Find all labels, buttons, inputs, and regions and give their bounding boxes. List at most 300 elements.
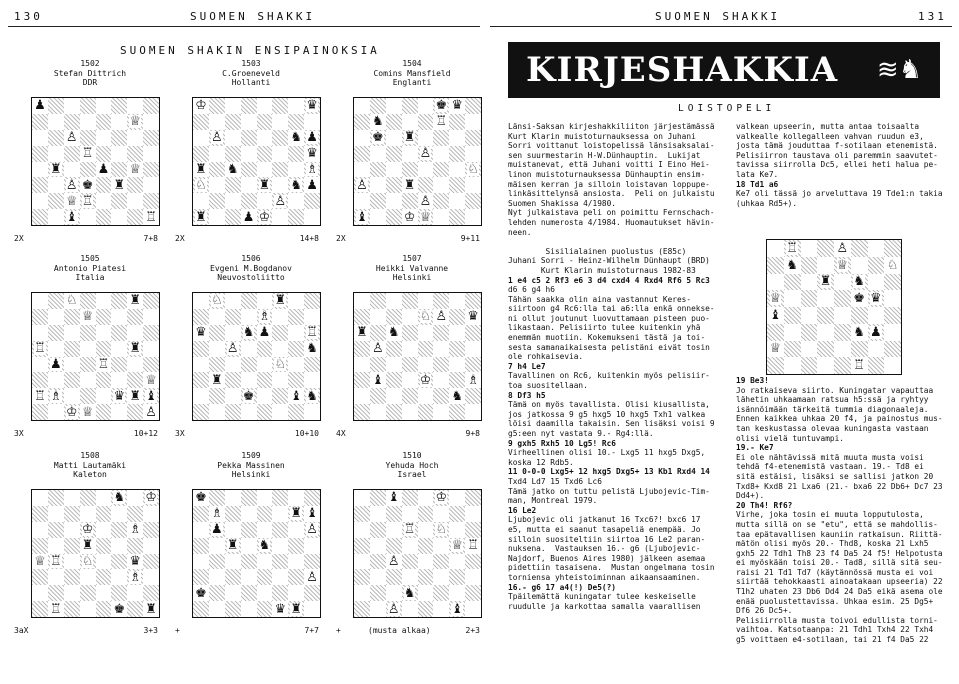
board-square	[465, 357, 481, 373]
board-square	[143, 601, 159, 617]
board-square	[48, 388, 64, 404]
board-square	[465, 146, 481, 162]
article-column-2-top	[736, 122, 943, 208]
chess-piece-icon: ♟	[34, 98, 46, 114]
board-square	[193, 585, 209, 601]
text-line: Tpäilemättä kuningatar tulee keskeiselle	[508, 592, 696, 602]
board-square	[386, 177, 402, 193]
board-square	[370, 506, 386, 522]
board-square	[834, 307, 851, 324]
board-square	[96, 98, 112, 114]
board-square	[433, 309, 449, 325]
chess-piece-icon: ♕	[419, 209, 432, 225]
board-square	[288, 114, 304, 130]
board-square	[801, 307, 818, 324]
board-square	[241, 388, 257, 404]
board-square	[386, 388, 402, 404]
board-square	[402, 538, 418, 554]
problem-num: 1508	[80, 451, 100, 460]
board-square	[767, 240, 784, 257]
board-square	[96, 538, 112, 554]
board-square	[96, 388, 112, 404]
board-square	[48, 357, 64, 373]
board-square	[143, 309, 159, 325]
board-square	[225, 325, 241, 341]
board-square	[449, 554, 465, 570]
board-square	[834, 324, 851, 341]
board-square	[851, 240, 868, 257]
board-square	[241, 130, 257, 146]
text-line	[508, 237, 715, 247]
chess-piece-icon: ♟	[242, 209, 255, 225]
board-square	[386, 372, 402, 388]
board-square	[288, 506, 304, 522]
board-square	[257, 293, 273, 309]
chess-piece-icon: ♝	[387, 490, 400, 506]
board-square	[111, 177, 127, 193]
board-square	[127, 601, 143, 617]
board-square	[465, 177, 481, 193]
board-square	[433, 193, 449, 209]
chess-piece-icon: ♕	[65, 193, 78, 209]
board-square	[801, 357, 818, 374]
board-square	[433, 130, 449, 146]
piece-count: 7+7	[304, 626, 319, 635]
board-square	[418, 554, 434, 570]
chess-piece-icon: ♙	[226, 341, 239, 357]
board-square	[111, 506, 127, 522]
board-square	[433, 293, 449, 309]
board-square	[143, 193, 159, 209]
board-square	[225, 357, 241, 373]
board-square	[96, 114, 112, 130]
board-square	[64, 490, 80, 506]
board-square	[32, 404, 48, 420]
board-square	[817, 357, 834, 374]
text-line: mäisen kerran ja silloin loistavan loppupe-	[508, 179, 710, 189]
board-square	[32, 585, 48, 601]
board-square	[64, 177, 80, 193]
chess-piece-icon: ♙	[419, 193, 432, 209]
board-square	[32, 341, 48, 357]
board-square	[193, 601, 209, 617]
board-square	[32, 98, 48, 114]
board-square	[225, 601, 241, 617]
board-square	[288, 209, 304, 225]
text-line: linkäsittelynsä ansiosta. Peli on julkaistu	[508, 189, 715, 199]
board-square	[143, 522, 159, 538]
chess-diagram	[31, 292, 160, 421]
section-title: SUOMEN SHAKIN ENSIPAINOKSIA	[120, 44, 380, 57]
board-square	[288, 554, 304, 570]
chess-piece-icon: ♚	[435, 98, 448, 114]
board-square	[354, 114, 370, 130]
board-square	[767, 290, 784, 307]
piece-count: 10+10	[294, 429, 319, 438]
board-square	[370, 585, 386, 601]
board-square	[96, 341, 112, 357]
board-square	[111, 325, 127, 341]
chess-piece-icon: ♛	[467, 309, 479, 325]
text-line: ruudulle ja karkottaa samalla vaarallisen	[508, 601, 701, 611]
board-square	[304, 130, 320, 146]
board-square	[784, 240, 801, 257]
board-square	[257, 569, 273, 585]
board-square	[209, 554, 225, 570]
board-square	[48, 209, 64, 225]
board-square	[272, 209, 288, 225]
text-line: Jo ratkaiseva siirto. Kuningatar vapauttaa	[736, 385, 934, 395]
board-square	[272, 146, 288, 162]
text-line: 8 Df3 h5	[508, 390, 546, 400]
problem-num: 1510	[402, 451, 422, 460]
board-square	[96, 357, 112, 373]
board-square	[272, 554, 288, 570]
text-line: 9 gxh5 Rxh5 10 Lg5! Rc6	[508, 438, 616, 448]
board-square	[241, 538, 257, 554]
board-square	[143, 372, 159, 388]
board-square	[96, 293, 112, 309]
text-line: ni ollut joutunut luovuttamaan pisteen puo-	[508, 313, 710, 323]
board-square	[354, 162, 370, 178]
board-square	[884, 274, 901, 291]
board-square	[241, 601, 257, 617]
board-square	[784, 290, 801, 307]
board-square	[354, 404, 370, 420]
board-square	[48, 569, 64, 585]
chess-piece-icon: ♚	[371, 130, 384, 146]
board-square	[96, 404, 112, 420]
board-square	[143, 146, 159, 162]
chess-piece-icon: ♛	[195, 325, 207, 341]
chess-piece-icon: ♖	[81, 193, 94, 209]
chess-piece-icon: ♖	[34, 388, 46, 404]
board-square	[418, 130, 434, 146]
board-square	[193, 146, 209, 162]
board-square	[209, 146, 225, 162]
board-square	[127, 506, 143, 522]
board-square	[354, 490, 370, 506]
board-square	[449, 146, 465, 162]
board-square	[884, 341, 901, 358]
text-line: sitä estäisi, lisäksi se sallisi jatkon 20	[736, 471, 934, 481]
board-square	[433, 601, 449, 617]
board-square	[465, 554, 481, 570]
article-column-1	[508, 122, 715, 611]
board-square	[64, 130, 80, 146]
text-line: gxh5 22 Tdh1 Th8 23 f4 Da5 24 f5! Helpotusta	[736, 548, 943, 558]
board-square	[304, 114, 320, 130]
chess-piece-icon: ♜	[129, 388, 142, 404]
text-line: T1h2 uhaten 23 Db6 Dd4 24 Da5 eikä asema ole	[736, 587, 943, 597]
board-square	[272, 404, 288, 420]
board-square	[193, 130, 209, 146]
text-line: Txd4 Ld7 15 Txd6 Lc6	[508, 476, 602, 486]
board-square	[433, 372, 449, 388]
board-square	[272, 162, 288, 178]
board-square	[80, 357, 96, 373]
text-line: Kurt Klarin muistoturnauksessa on Juhani	[508, 131, 696, 141]
board-square	[48, 114, 64, 130]
running-head-right: SUOMEN SHAKKI	[655, 10, 781, 23]
board-square	[449, 538, 465, 554]
chess-piece-icon: ♝	[451, 601, 464, 617]
board-square	[257, 538, 273, 554]
problem-country: Kaleton	[73, 470, 107, 479]
chess-piece-icon: ♙	[65, 177, 78, 193]
board-square	[241, 569, 257, 585]
chess-piece-icon: ♚	[81, 177, 94, 193]
board-square	[272, 585, 288, 601]
board-square	[193, 554, 209, 570]
board-square	[48, 538, 64, 554]
board-square	[48, 177, 64, 193]
chess-piece-icon: ♜	[49, 161, 62, 177]
problem-name: C.Groeneveld	[222, 68, 280, 78]
problem-caption	[342, 59, 482, 88]
board-square	[225, 404, 241, 420]
board-square	[143, 404, 159, 420]
problem-name: Evgeni M.Bogdanov	[210, 263, 292, 273]
board-square	[127, 209, 143, 225]
chess-piece-icon: ♜	[129, 341, 142, 357]
board-square	[32, 601, 48, 617]
board-square	[370, 554, 386, 570]
board-square	[143, 554, 159, 570]
board-square	[241, 554, 257, 570]
board-square	[817, 290, 834, 307]
board-square	[111, 522, 127, 538]
chess-piece-icon: ♗	[467, 372, 479, 388]
board-square	[386, 569, 402, 585]
board-square	[32, 177, 48, 193]
board-square	[868, 324, 885, 341]
board-square	[241, 585, 257, 601]
chess-piece-icon: ♜	[210, 372, 223, 388]
board-square	[193, 522, 209, 538]
board-square	[209, 601, 225, 617]
board-square	[801, 240, 818, 257]
problem-country: Israel	[397, 470, 427, 479]
board-square	[209, 388, 225, 404]
board-square	[80, 341, 96, 357]
problem-name: Comins Mansfield	[373, 68, 451, 78]
board-square	[784, 324, 801, 341]
board-square	[80, 388, 96, 404]
text-line: 19 Be3!	[736, 376, 769, 385]
board-square	[209, 372, 225, 388]
board-square	[127, 309, 143, 325]
board-square	[80, 569, 96, 585]
board-square	[386, 538, 402, 554]
board-square	[370, 309, 386, 325]
board-square	[370, 490, 386, 506]
chess-piece-icon: ♞	[403, 585, 416, 601]
board-square	[272, 569, 288, 585]
board-square	[193, 114, 209, 130]
board-square	[386, 130, 402, 146]
text-line: man, Montreal 1979.	[508, 496, 598, 506]
board-square	[801, 274, 818, 291]
chess-piece-icon: ♞	[451, 388, 464, 404]
board-square	[257, 522, 273, 538]
board-square	[127, 522, 143, 538]
board-square	[288, 162, 304, 178]
board-square	[96, 162, 112, 178]
board-square	[304, 177, 320, 193]
board-square	[868, 290, 885, 307]
text-line: Pelisiirron taustava oli paremmin saavutet-	[736, 150, 938, 160]
board-square	[433, 506, 449, 522]
board-square	[209, 209, 225, 225]
board-square	[801, 324, 818, 341]
board-square	[433, 325, 449, 341]
board-square	[465, 162, 481, 178]
article-subtitle: LOISTOPELI	[678, 103, 776, 114]
board-square	[272, 601, 288, 617]
text-line: ole rohkaisevia.	[508, 352, 584, 362]
board-square	[80, 601, 96, 617]
chess-piece-icon: ♖	[467, 538, 479, 554]
board-square	[402, 569, 418, 585]
board-square	[143, 388, 159, 404]
board-square	[225, 372, 241, 388]
board-square	[449, 193, 465, 209]
board-square	[418, 522, 434, 538]
board-square	[96, 372, 112, 388]
chess-piece-icon: ♝	[290, 388, 303, 404]
board-square	[386, 490, 402, 506]
board-square	[884, 290, 901, 307]
chess-piece-icon: ♛	[274, 601, 287, 617]
text-line: raisi 21 Td1 Td7 (käytännössä musta ei voi	[736, 567, 934, 577]
chess-piece-icon: ♙	[145, 404, 157, 420]
chess-piece-icon: ♖	[403, 522, 416, 538]
board-square	[449, 404, 465, 420]
board-square	[370, 325, 386, 341]
text-line: likastaan. Pelisiirto tulee kuitenkin yhä	[508, 323, 701, 333]
board-square	[288, 357, 304, 373]
board-square	[304, 162, 320, 178]
board-square	[402, 522, 418, 538]
problem-name: Stefan Dittrich	[53, 68, 127, 78]
board-square	[851, 274, 868, 291]
chess-piece-icon: ♕	[769, 291, 782, 307]
page-number-left: 130	[14, 10, 43, 23]
text-line: tehdä f4-etenemistä vastaan. 19.- Td8 ei	[736, 462, 924, 472]
board-square	[304, 538, 320, 554]
chess-piece-icon: ♘	[274, 356, 287, 372]
board-square	[851, 324, 868, 341]
board-square	[32, 372, 48, 388]
board-square	[354, 372, 370, 388]
board-square	[288, 404, 304, 420]
board-square	[127, 130, 143, 146]
board-square	[32, 490, 48, 506]
board-square	[304, 193, 320, 209]
board-square	[288, 522, 304, 538]
board-square	[433, 146, 449, 162]
chess-piece-icon: ♘	[435, 522, 448, 538]
board-square	[80, 193, 96, 209]
board-square	[193, 388, 209, 404]
board-square	[449, 341, 465, 357]
chess-piece-icon: ♛	[306, 146, 318, 162]
board-square	[304, 601, 320, 617]
board-square	[32, 506, 48, 522]
board-square	[127, 162, 143, 178]
problem-num: 1506	[241, 254, 261, 263]
board-square	[127, 554, 143, 570]
board-square	[241, 404, 257, 420]
piece-count: 3+3	[143, 626, 158, 635]
board-square	[32, 130, 48, 146]
board-square	[209, 585, 225, 601]
problem-country: Hollanti	[231, 78, 271, 87]
text-line: mutta sillä on se "etu", että se mahdollis-	[736, 519, 938, 529]
board-square	[64, 601, 80, 617]
chess-piece-icon: ♙	[836, 240, 849, 256]
board-square	[288, 177, 304, 193]
board-square	[851, 307, 868, 324]
board-square	[784, 341, 801, 358]
board-square	[193, 325, 209, 341]
chess-piece-icon: ♙	[419, 146, 432, 162]
board-square	[225, 341, 241, 357]
board-square	[96, 554, 112, 570]
board-square	[241, 357, 257, 373]
board-square	[257, 98, 273, 114]
board-square	[402, 114, 418, 130]
board-square	[257, 357, 273, 373]
board-square	[834, 257, 851, 274]
board-square	[418, 341, 434, 357]
board-square	[449, 569, 465, 585]
chess-piece-icon: ♜	[129, 293, 142, 309]
chess-piece-icon: ♙	[371, 341, 384, 357]
text-line: lähetin uhkaamaan ratsua h5:ssä ja ryhtyy	[736, 395, 929, 405]
board-square	[433, 554, 449, 570]
board-square	[257, 554, 273, 570]
board-square	[402, 506, 418, 522]
board-square	[386, 357, 402, 373]
board-square	[32, 522, 48, 538]
board-square	[386, 162, 402, 178]
board-square	[111, 569, 127, 585]
board-square	[354, 193, 370, 209]
board-square	[272, 293, 288, 309]
board-square	[257, 388, 273, 404]
board-square	[64, 209, 80, 225]
text-line: linon muistoturnauksessa Dünhauptin ensim-	[508, 169, 706, 179]
board-square	[257, 130, 273, 146]
board-square	[96, 177, 112, 193]
board-square	[418, 372, 434, 388]
board-square	[80, 162, 96, 178]
board-square	[433, 209, 449, 225]
chess-piece-icon: ♔	[195, 98, 207, 114]
board-square	[801, 341, 818, 358]
board-square	[257, 146, 273, 162]
board-square	[465, 114, 481, 130]
board-square	[386, 554, 402, 570]
board-square	[354, 98, 370, 114]
chess-piece-icon: ♔	[145, 490, 157, 506]
chess-piece-icon: ♝	[371, 372, 384, 388]
board-square	[257, 162, 273, 178]
board-square	[304, 341, 320, 357]
text-line: Juhani Sorri - Heinz-Wilhelm Dünhaupt (BRD)	[508, 256, 710, 266]
